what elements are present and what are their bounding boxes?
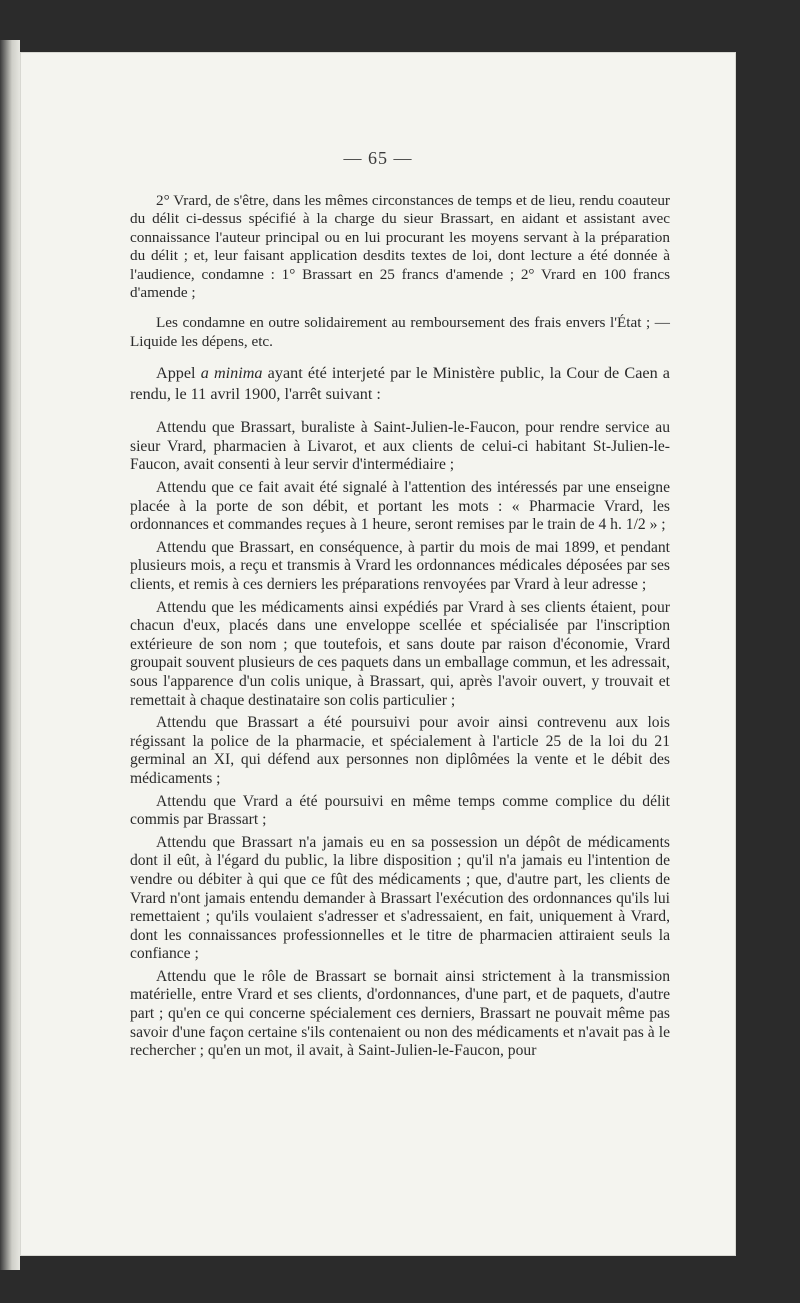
paragraph-condemnation: Les condamne en outre solidairement au remboursement des frais envers l'État ; — Liquide les dépens, etc. [130,314,670,350]
book-binding-edge [0,40,20,1270]
paragraph-judgment-vrard: 2° Vrard, de s'être, dans les mêmes circonstances de temps et de lieu, rendu coauteur du délit ci-dessus spécifié à la charge du sieur Brassart, en aidant et assistant avec connaissance l'auteur principal ou en lui procurant les moyens servant à la préparation du délit ; et, leur faisant application desdits textes de loi, dont lecture a été donnée à l'audience, condamne : 1° Brassart en 25 francs d'amende ; 2° Vrard en 100 francs d'amende ; [130,192,670,302]
paragraph-attendu-4: Attendu que les médicaments ainsi expédiés par Vrard à ses clients étaient, pour chacun d'eux, placés dans une enveloppe scellée et spécialisée par l'inscription extérieure de son nom ; que toutefois, et sans doute par raison d'économie, Vrard groupait souvent plusieurs de ces paquets dans un emballage commun, et les adressait, sous l'apparence d'un colis unique, à Brassart, qui, après l'avoir ouvert, y trouvait et remettait à chaque destinataire son colis particulier ; [130,598,670,709]
appeal-text-start: Appel [156,364,201,383]
paragraph-attendu-3: Attendu que Brassart, en conséquence, à partir du mois de mai 1899, et pendant plusieurs mois, a reçu et transmis à Vrard les ordonnances médicales déposées par ses clients, et remis à ces derniers les préparations renvoyées par Vrard à leur adresse ; [130,538,670,593]
book-page [20,52,736,1256]
paragraph-attendu-7: Attendu que Brassart n'a jamais eu en sa possession un dépôt de médicaments dont il eût, à l'égard du public, la libre disposition ; qu'il n'a jamais eu l'intention de vendre ou débiter à qui que ce fût des médicaments ; que, d'autre part, les clients de Vrard n'ont jamais entendu demander à Brassart l'exécution des ordonnances qu'ils lui remettaient ; qu'ils voulaient s'adresser et s'adressaient, en fait, uniquement à Vrard, dont les connaissances professionnelles et le titre de pharmacien attiraient seuls la confiance ; [130,833,670,963]
body-text [130,192,670,1065]
paragraph-attendu-2: Attendu que ce fait avait été signalé à l'attention des intéressés par une enseigne placée à la porte de son débit, et portant les mots : « Pharmacie Vrard, les ordonnances et commandes reçues à 1 heure, seront remises par le train de 4 h. 1/2 » ; [130,479,670,534]
appeal-text-end: ayant été interjeté par le Ministère public, la Cour de Caen a rendu, le 11 avril 1900, l'arrêt suivant : [130,364,670,404]
paragraph-appeal [130,363,670,405]
paragraph-attendu-5: Attendu que Brassart a été poursuivi pour avoir ainsi contrevenu aux lois régissant la police de la pharmacie, et spécialement à l'article 25 de la loi du 21 germinal an XI, qui défend aux personnes non diplômées la vente et le débit des médicaments ; [130,714,670,787]
page-number: — 65 — [343,148,413,168]
paragraph-attendu-1: Attendu que Brassart, buraliste à Saint-Julien-le-Faucon, pour rendre service au sieur Vrard, pharmacien à Livarot, et aux clients de celui-ci habitant St-Julien-le-Faucon, avait consenti à leur servir d'intermédiaire ; [130,419,670,474]
appeal-italic-term: a minima [200,364,263,383]
paragraph-attendu-6: Attendu que Vrard a été poursuivi en même temps comme complice du délit commis par Brassart ; [130,792,670,829]
paragraph-attendu-8: Attendu que le rôle de Brassart se bornait ainsi strictement à la transmission matérielle, entre Vrard et ses clients, d'ordonnances, d'une part, et de paquets, d'autre part ; qu'en ce qui concerne spécialement ces derniers, Brassart ne pouvait même pas savoir d'une façon certaine s'ils contenaient ou non des médicaments et n'avait pas à le rechercher ; qu'en un mot, il avait, à Saint-Julien-le-Faucon, pour [130,967,670,1060]
